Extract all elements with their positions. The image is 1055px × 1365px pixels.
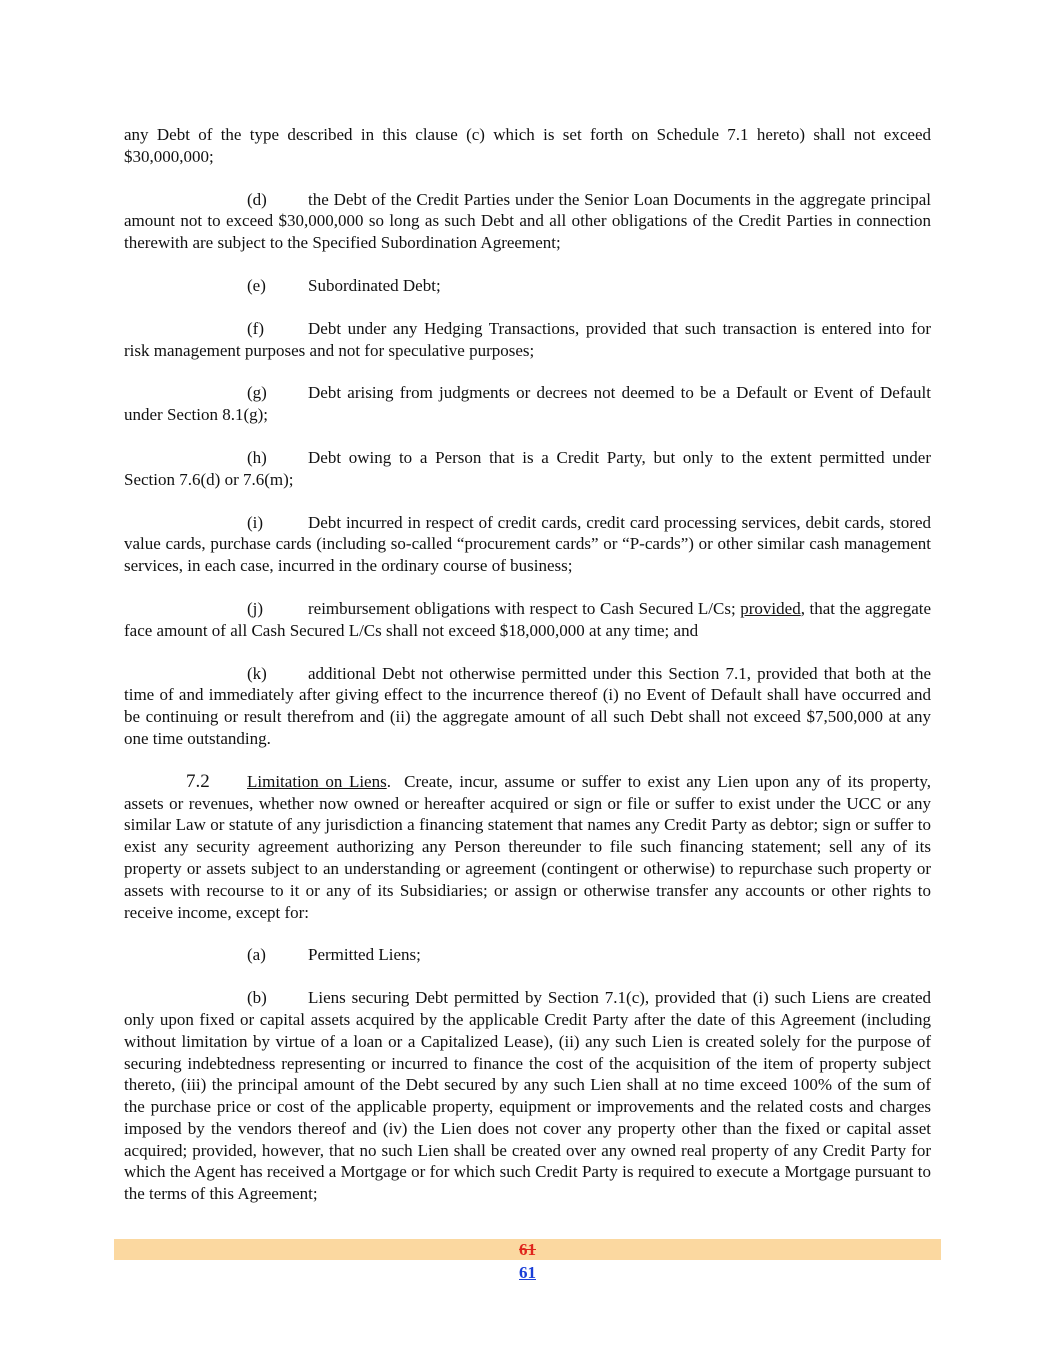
clause-j: [124, 598, 931, 642]
clause-label: (f): [247, 318, 264, 338]
clause-text: Liens securing Debt permitted by Section 7.1(c), provided that (i) such Liens are created only upon fixed or capital assets acquired by the applicable Credit Party after the date of this Agreement (including without limitation by virtue of a loan or a Capitalized Lease), (ii) any such Lien is created solely for the purpose of securing indebtedness representing or incurred to finance the cost of the acquisition of the item of property subject thereto, (iii) the principal amount of the Debt secured by any such Lien shall at no time exceed 100% of the sum of the purchase price or cost of the applicable property, equipment or improvements and the related costs and charges imposed by the vendors thereof and (iv) the Lien does not cover any property other than the fixed or capital asset acquired; provided, however, that no such Lien shall be created over any owned real property of any Credit Party for which the Agent has received a Mortgage or for which such Credit Party is required to execute a Mortgage pursuant to the terms of this Agreement;: [124, 988, 931, 1204]
clause-text: Debt incurred in respect of credit cards, credit card processing services, debit cards, stored value cards, purchase cards (including so-called “procurement cards” or “P-cards”) or other similar cash management services, in each case, incurred in the ordinary course of business;: [124, 512, 931, 576]
clause-e: [124, 275, 931, 297]
section-number: 7.2: [186, 770, 210, 792]
clause-d: [124, 189, 931, 254]
lien-clause-b: [124, 987, 931, 1205]
clause-label: (a): [247, 945, 266, 965]
provided-term: provided: [740, 598, 801, 618]
page-body: [124, 124, 936, 1205]
section-title: Limitation on Liens: [247, 771, 387, 791]
clause-label: (e): [247, 275, 266, 295]
clause-text: reimbursement obligations with respect to Cash Secured L/Cs;: [308, 598, 741, 618]
page-number-deleted: 61: [519, 1240, 536, 1259]
clause-text: Debt under any Hedging Transactions, provided that such transaction is entered into for risk management purposes and not for speculative purposes;: [124, 318, 931, 360]
clause-label: (b): [247, 988, 267, 1008]
clause-label: (i): [247, 512, 264, 532]
clause-text: Debt arising from judgments or decrees not deemed to be a Default or Event of Default under Section 8.1(g);: [124, 383, 931, 425]
section-body: Create, incur, assume or suffer to exist any Lien upon any of its property, assets or revenues, whether now owned or hereafter acquired or sign or file or suffer to exist under the UCC or any similar Law or statute of any jurisdiction a financing statement that names any Credit Party as debtor; sign or suffer to exist any security agreement authorizing any Person thereunder to file such financing statement; sell any of its property or assets subject to an understanding or agreement (contingent or otherwise) to repurchase such property or assets with recourse to it or any of its Subsidiaries; or assign or otherwise transfer any accounts or other rights to receive income, except for:: [124, 771, 936, 922]
clause-label: (g): [247, 383, 267, 403]
clause-text: additional Debt not otherwise permitted under this Section 7.1, provided that both at the time of and immediately after giving effect to the incurrence thereof (i) no Event of Default shall have occurred and be continuing or result therefrom and (ii) the aggregate amount of all such Debt shall not exceed $7,500,000 at any one time outstanding.: [124, 663, 931, 748]
clause-k: [124, 663, 931, 750]
clause-i: [124, 512, 931, 577]
clause-label: (h): [247, 447, 267, 467]
clause-h: [124, 447, 931, 491]
clause-text: the Debt of the Credit Parties under the Senior Loan Documents in the aggregate principal amount not to exceed $30,000,000 so long as such Debt and all other obligations of the Credit Parties in connection therewith are subject to the Specified Subordination Agreement;: [124, 189, 931, 253]
lien-clause-a: [124, 944, 931, 966]
clause-label: (k): [247, 663, 267, 683]
clause-text: Subordinated Debt;: [308, 275, 441, 295]
section-title-punct: .: [386, 771, 391, 791]
page-number-inserted: 61: [519, 1263, 536, 1282]
clause-label: (j): [247, 598, 264, 618]
clause-text-rest: , that the aggregate face amount of all Cash Secured L/Cs shall not exceed $18,000,000 at any time; and: [124, 598, 932, 640]
intro-paragraph: any Debt of the type described in this clause (c) which is set forth on Schedule 7.1 hereto) shall not exceed $30,000,000;: [124, 125, 931, 166]
clause-g: [124, 382, 931, 426]
section-7-2: [124, 770, 936, 924]
clause-f: [124, 318, 931, 362]
clause-text: Permitted Liens;: [308, 945, 421, 965]
clause-text: Debt owing to a Person that is a Credit Party, but only to the extent permitted under Section 7.6(d) or 7.6(m);: [124, 447, 931, 489]
clause-label: (d): [247, 189, 267, 209]
